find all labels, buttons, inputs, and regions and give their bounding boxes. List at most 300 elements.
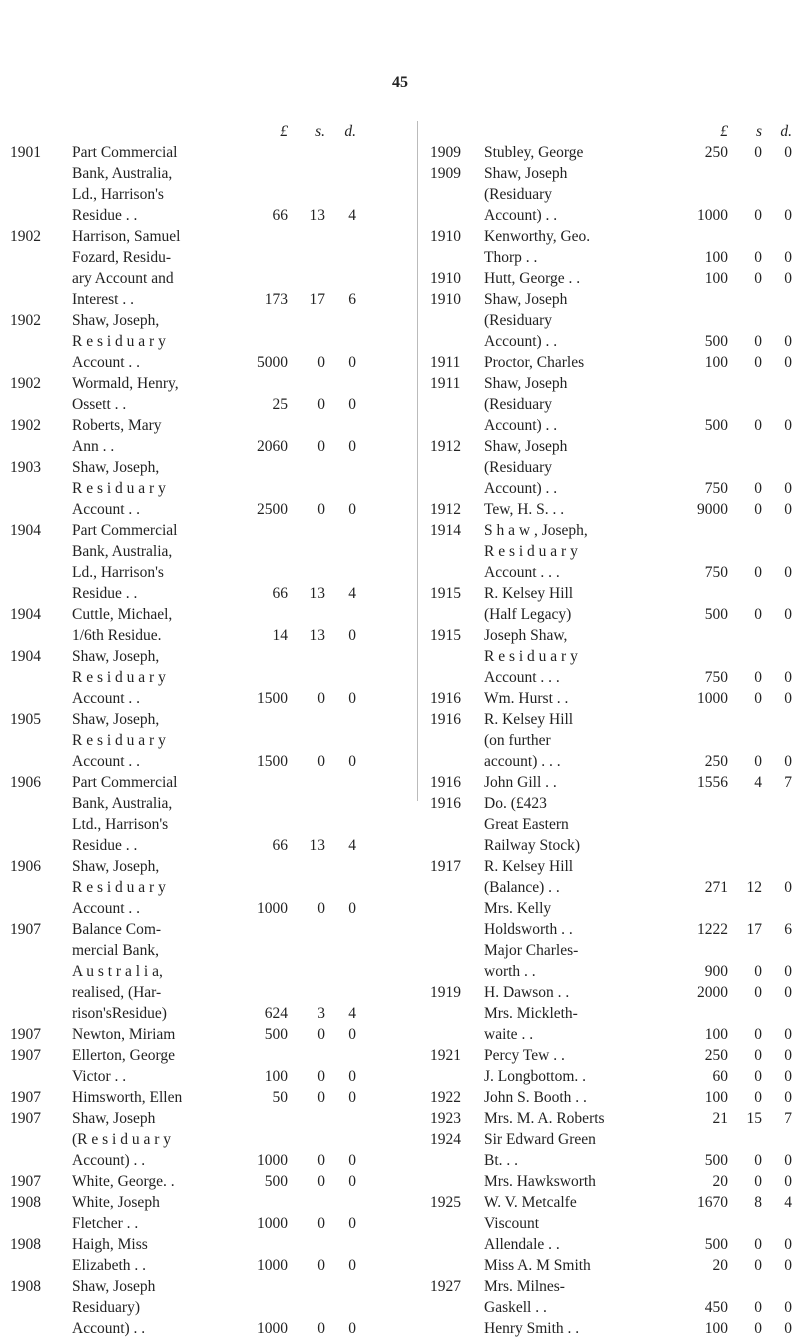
- ledger-line: [430, 625, 792, 646]
- amount-pounds: 20: [712, 1173, 728, 1190]
- ledger-line: [430, 1234, 792, 1255]
- ledger-line: [10, 1024, 405, 1045]
- amount-pence: 0: [348, 1215, 356, 1232]
- amount-pence: 0: [348, 1068, 356, 1085]
- shillings-header: s.: [315, 123, 325, 140]
- ledger-line: [430, 226, 792, 247]
- amount-pence: 0: [784, 417, 792, 434]
- entry-year: 1924: [430, 1131, 461, 1148]
- amount-pounds: 1556: [697, 774, 728, 791]
- ledger-line: [430, 940, 792, 961]
- entry-description: Ld., Harrison's: [72, 564, 164, 581]
- entry-description: Major Charles-: [484, 942, 579, 959]
- ledger-line: [10, 772, 405, 793]
- entry-description: Residue . .: [72, 837, 138, 854]
- entry-description: Percy Tew . .: [484, 1047, 565, 1064]
- amount-pence: 0: [784, 963, 792, 980]
- ledger-line: [10, 982, 405, 1003]
- amount-shillings: 0: [754, 669, 762, 686]
- entry-year: 1916: [430, 711, 461, 728]
- amount-shillings: 0: [317, 900, 325, 917]
- ledger-line: [430, 1108, 792, 1129]
- entry-year: 1908: [10, 1278, 41, 1295]
- ledger-line: [10, 1213, 405, 1234]
- entry-year: 1904: [10, 606, 41, 623]
- right-ledger-column: [430, 121, 792, 1339]
- ledger-line: [10, 709, 405, 730]
- ledger-line: [10, 1276, 405, 1297]
- entry-year: 1902: [10, 375, 41, 392]
- ledger-line: [430, 898, 792, 919]
- entry-description: Haigh, Miss: [72, 1236, 148, 1253]
- amount-shillings: 0: [317, 1173, 325, 1190]
- ledger-line: [430, 751, 792, 772]
- ledger-line: [10, 646, 405, 667]
- amount-pounds: 60: [712, 1068, 728, 1085]
- entry-description: Shaw, Joseph: [484, 375, 568, 392]
- ledger-line: [430, 1192, 792, 1213]
- ledger-line: [10, 793, 405, 814]
- entry-description: R e s i d u a r y: [72, 732, 166, 749]
- entry-description: waite . .: [484, 1026, 534, 1043]
- entry-description: Gaskell . .: [484, 1299, 547, 1316]
- entry-description: R e s i d u a r y: [484, 648, 578, 665]
- amount-pounds: 1000: [697, 690, 728, 707]
- amount-shillings: 0: [317, 753, 325, 770]
- ledger-line: [430, 289, 792, 310]
- amount-pounds: 100: [264, 1068, 288, 1085]
- entry-description: Part Commercial: [72, 144, 178, 161]
- ledger-line: [10, 415, 405, 436]
- entry-description: Shaw, Joseph,: [72, 858, 160, 875]
- amount-pounds: 173: [264, 291, 288, 308]
- amount-pounds: 500: [704, 417, 728, 434]
- amount-pounds: 100: [704, 1089, 728, 1106]
- amount-shillings: 0: [754, 480, 762, 497]
- amount-pounds: 450: [704, 1299, 728, 1316]
- entry-description: Great Eastern: [484, 816, 569, 833]
- amount-shillings: 0: [754, 1173, 762, 1190]
- amount-pounds: 66: [272, 837, 288, 854]
- entry-year: 1916: [430, 774, 461, 791]
- entry-description: Ossett . .: [72, 396, 127, 413]
- amount-pounds: 100: [704, 1026, 728, 1043]
- ledger-line: [430, 730, 792, 751]
- entry-description: Stubley, George: [484, 144, 584, 161]
- ledger-line: [430, 457, 792, 478]
- entry-description: White, George. .: [72, 1173, 175, 1190]
- ledger-line: [430, 331, 792, 352]
- entry-description: Account) . .: [72, 1152, 146, 1169]
- entry-year: 1903: [10, 459, 41, 476]
- entry-description: John S. Booth . .: [484, 1089, 587, 1106]
- amount-shillings: 13: [309, 207, 325, 224]
- ledger-line: [10, 1234, 405, 1255]
- left-ledger-column: [10, 121, 405, 1339]
- ledger-line: [10, 1045, 405, 1066]
- ledger-line: [10, 1108, 405, 1129]
- ledger-line: [430, 1066, 792, 1087]
- amount-pounds: 1222: [697, 921, 728, 938]
- ledger-line: [430, 520, 792, 541]
- entry-description: Residue . .: [72, 207, 138, 224]
- amount-pence: 0: [348, 1152, 356, 1169]
- entry-description: Kenworthy, Geo.: [484, 228, 591, 245]
- entry-year: 1917: [430, 858, 461, 875]
- amount-shillings: 0: [754, 354, 762, 371]
- ledger-line: [10, 835, 405, 856]
- entry-description: Account . . .: [484, 669, 560, 686]
- ledger-line: [430, 352, 792, 373]
- entry-description: Shaw, Joseph: [72, 1110, 156, 1127]
- amount-pounds: 25: [272, 396, 288, 413]
- entry-year: 1908: [10, 1194, 41, 1211]
- amount-shillings: 0: [754, 963, 762, 980]
- amount-shillings: 0: [317, 690, 325, 707]
- entry-description: (R e s i d u a r y: [72, 1131, 172, 1148]
- ledger-line: [10, 1066, 405, 1087]
- entry-description: Mrs. M. A. Roberts: [484, 1110, 605, 1127]
- ledger-line: [10, 268, 405, 289]
- amount-pounds: 271: [704, 879, 728, 896]
- ledger-line: [430, 373, 792, 394]
- ledger-line: [10, 940, 405, 961]
- ledger-line: [430, 163, 792, 184]
- entry-description: Mrs. Kelly: [484, 900, 552, 917]
- entry-description: Shaw, Joseph: [72, 1278, 156, 1295]
- entry-description: (Balance) . .: [484, 879, 560, 896]
- amount-pence: 0: [348, 1089, 356, 1106]
- entry-description: Ann . .: [72, 438, 115, 455]
- entry-description: (Residuary: [484, 312, 553, 329]
- amount-shillings: 0: [317, 1089, 325, 1106]
- amount-pounds: 1000: [257, 1215, 288, 1232]
- entry-description: H. Dawson . .: [484, 984, 570, 1001]
- entry-year: 1911: [430, 354, 461, 371]
- entry-description: R e s i d u a r y: [72, 333, 166, 350]
- ledger-line: [10, 730, 405, 751]
- amount-shillings: 0: [754, 1236, 762, 1253]
- amount-shillings: 12: [746, 879, 762, 896]
- amount-shillings: 0: [754, 1299, 762, 1316]
- entry-description: Railway Stock): [484, 837, 580, 854]
- amount-pence: 4: [348, 207, 356, 224]
- ledger-line: [10, 667, 405, 688]
- amount-pounds: 250: [704, 753, 728, 770]
- entry-year: 1916: [430, 795, 461, 812]
- amount-shillings: 13: [309, 585, 325, 602]
- entry-description: Newton, Miriam: [72, 1026, 176, 1043]
- entry-description: (Residuary: [484, 396, 553, 413]
- ledger-line: [10, 583, 405, 604]
- entry-description: R. Kelsey Hill: [484, 585, 574, 602]
- entry-description: Bank, Australia,: [72, 165, 173, 182]
- entry-description: mercial Bank,: [72, 942, 159, 959]
- ledger-line: [430, 688, 792, 709]
- amount-pounds: 500: [264, 1173, 288, 1190]
- entry-year: 1921: [430, 1047, 461, 1064]
- amount-shillings: 0: [754, 753, 762, 770]
- amount-pounds: 21: [712, 1110, 728, 1127]
- amount-pounds: 100: [704, 249, 728, 266]
- entry-description: Holdsworth . .: [484, 921, 573, 938]
- ledger-line: [10, 1003, 405, 1024]
- entry-description: Fletcher . .: [72, 1215, 139, 1232]
- amount-pence: 4: [348, 837, 356, 854]
- entry-description: Account . .: [72, 690, 141, 707]
- column-divider: [417, 121, 418, 801]
- ledger-line: [430, 646, 792, 667]
- amount-shillings: 0: [317, 438, 325, 455]
- ledger-line: [430, 247, 792, 268]
- entry-description: Victor . .: [72, 1068, 127, 1085]
- ledger-line: [10, 751, 405, 772]
- amount-pence: 0: [348, 753, 356, 770]
- entry-description: Mrs. Mickleth-: [484, 1005, 578, 1022]
- entry-description: W. V. Metcalfe: [484, 1194, 577, 1211]
- amount-shillings: 0: [754, 1320, 762, 1337]
- entry-description: Ellerton, George: [72, 1047, 176, 1064]
- amount-pence: 0: [348, 396, 356, 413]
- amount-pence: 0: [348, 1173, 356, 1190]
- entry-year: 1910: [430, 228, 461, 245]
- ledger-line: [430, 436, 792, 457]
- ledger-line: [430, 982, 792, 1003]
- entry-description: John Gill . .: [484, 774, 557, 791]
- amount-pence: 0: [784, 984, 792, 1001]
- ledger-line: [10, 1192, 405, 1213]
- entry-description: R e s i d u a r y: [72, 669, 166, 686]
- entry-description: Fozard, Residu-: [72, 249, 172, 266]
- ledger-line: [10, 898, 405, 919]
- entry-year: 1907: [10, 1110, 41, 1127]
- amount-pounds: 500: [704, 333, 728, 350]
- entry-year: 1907: [10, 921, 41, 938]
- ledger-line: [430, 961, 792, 982]
- amount-pence: 0: [784, 333, 792, 350]
- amount-pence: 0: [784, 354, 792, 371]
- entry-description: White, Joseph: [72, 1194, 160, 1211]
- amount-pounds: 1000: [257, 900, 288, 917]
- pounds-header: £: [280, 123, 288, 140]
- amount-pounds: 750: [704, 480, 728, 497]
- ledger-line: [10, 541, 405, 562]
- ledger-line: [430, 415, 792, 436]
- entry-description: Account) . .: [484, 333, 558, 350]
- entry-description: Do. (£423: [484, 795, 547, 812]
- amount-pence: 0: [784, 270, 792, 287]
- entry-description: Account) . .: [484, 417, 558, 434]
- amount-shillings: 0: [754, 249, 762, 266]
- amount-pounds: 500: [264, 1026, 288, 1043]
- pence-header: d.: [344, 123, 356, 140]
- ledger-line: [430, 1003, 792, 1024]
- amount-shillings: 8: [754, 1194, 762, 1211]
- entry-description: ary Account and: [72, 270, 174, 287]
- amount-pounds: 500: [704, 606, 728, 623]
- entry-description: Account . .: [72, 501, 141, 518]
- amount-pence: 0: [348, 690, 356, 707]
- entry-year: 1901: [10, 144, 41, 161]
- amount-shillings: 0: [754, 1152, 762, 1169]
- ledger-line: [430, 1024, 792, 1045]
- entry-year: 1905: [10, 711, 41, 728]
- entry-description: Mrs. Milnes-: [484, 1278, 565, 1295]
- amount-shillings: 0: [317, 501, 325, 518]
- entry-year: 1904: [10, 648, 41, 665]
- amount-pence: 0: [784, 1173, 792, 1190]
- entry-year: 1911: [430, 375, 461, 392]
- entry-description: R e s i d u a r y: [72, 480, 166, 497]
- entry-description: Hutt, George . .: [484, 270, 581, 287]
- amount-shillings: 0: [754, 333, 762, 350]
- entry-description: Account . .: [72, 900, 141, 917]
- entry-description: (Half Legacy): [484, 606, 572, 623]
- ledger-line: [430, 1255, 792, 1276]
- amount-pounds: 14: [272, 627, 288, 644]
- amount-shillings: 0: [317, 1026, 325, 1043]
- amount-pounds: 50: [272, 1089, 288, 1106]
- amount-pence: 0: [784, 1152, 792, 1169]
- amount-pounds: 5000: [257, 354, 288, 371]
- ledger-line: [10, 499, 405, 520]
- entry-year: 1909: [430, 165, 461, 182]
- amount-pounds: 1500: [257, 753, 288, 770]
- amount-shillings: 0: [754, 1047, 762, 1064]
- ledger-line: [430, 835, 792, 856]
- entry-description: Mrs. Hawksworth: [484, 1173, 596, 1190]
- currency-header: [10, 121, 405, 142]
- amount-pence: 0: [348, 354, 356, 371]
- amount-pence: 0: [784, 1026, 792, 1043]
- amount-pence: 0: [348, 438, 356, 455]
- amount-shillings: 0: [317, 1068, 325, 1085]
- amount-shillings: 17: [309, 291, 325, 308]
- amount-pence: 7: [784, 1110, 792, 1127]
- ledger-line: [10, 562, 405, 583]
- amount-shillings: 0: [754, 417, 762, 434]
- amount-pence: 0: [784, 564, 792, 581]
- amount-shillings: 0: [754, 564, 762, 581]
- entry-description: Roberts, Mary: [72, 417, 162, 434]
- ledger-line: [430, 478, 792, 499]
- entry-year: 1907: [10, 1089, 41, 1106]
- ledger-line: [430, 772, 792, 793]
- amount-pounds: 1000: [697, 207, 728, 224]
- entry-year: 1919: [430, 984, 461, 1001]
- ledger-line: [430, 499, 792, 520]
- ledger-line: [10, 184, 405, 205]
- entry-year: 1902: [10, 228, 41, 245]
- amount-pounds: 750: [704, 669, 728, 686]
- amount-pounds: 1670: [697, 1194, 728, 1211]
- entry-description: Miss A. M Smith: [484, 1257, 591, 1274]
- ledger-line: [10, 520, 405, 541]
- entry-year: 1914: [430, 522, 461, 539]
- ledger-line: [10, 1171, 405, 1192]
- amount-pounds: 750: [704, 564, 728, 581]
- ledger-line: [430, 541, 792, 562]
- amount-shillings: 4: [754, 774, 762, 791]
- ledger-line: [430, 142, 792, 163]
- entry-description: Proctor, Charles: [484, 354, 585, 371]
- amount-pence: 0: [784, 669, 792, 686]
- ledger-line: [10, 478, 405, 499]
- entry-year: 1906: [10, 774, 41, 791]
- entry-description: Residuary): [72, 1299, 141, 1316]
- entry-year: 1923: [430, 1110, 461, 1127]
- entry-description: Shaw, Joseph: [484, 291, 568, 308]
- entry-year: 1916: [430, 690, 461, 707]
- entry-description: (on further: [484, 732, 551, 749]
- ledger-line: [10, 1318, 405, 1339]
- entry-description: Harrison, Samuel: [72, 228, 181, 245]
- amount-pounds: 2000: [697, 984, 728, 1001]
- amount-pounds: 1500: [257, 690, 288, 707]
- amount-shillings: 0: [754, 270, 762, 287]
- amount-pounds: 2500: [257, 501, 288, 518]
- amount-pounds: 9000: [697, 501, 728, 518]
- entry-description: Account) . .: [484, 207, 558, 224]
- entry-description: Account) . .: [484, 480, 558, 497]
- amount-pounds: 900: [704, 963, 728, 980]
- amount-shillings: 0: [754, 690, 762, 707]
- amount-shillings: 0: [754, 207, 762, 224]
- amount-pounds: 1000: [257, 1257, 288, 1274]
- entry-year: 1912: [430, 501, 461, 518]
- entry-description: Cuttle, Michael,: [72, 606, 173, 623]
- amount-shillings: 0: [317, 1215, 325, 1232]
- amount-shillings: 0: [754, 1026, 762, 1043]
- ledger-line: [430, 1087, 792, 1108]
- amount-pounds: 2060: [257, 438, 288, 455]
- amount-pounds: 100: [704, 270, 728, 287]
- amount-pence: 0: [348, 1257, 356, 1274]
- amount-shillings: 0: [754, 1068, 762, 1085]
- entry-description: Shaw, Joseph: [484, 165, 568, 182]
- amount-pounds: 66: [272, 585, 288, 602]
- currency-header: [430, 121, 792, 142]
- entry-description: Ld., Harrison's: [72, 186, 164, 203]
- amount-pence: 0: [784, 606, 792, 623]
- ledger-line: [10, 604, 405, 625]
- amount-pence: 0: [784, 879, 792, 896]
- shillings-header: s: [755, 123, 762, 140]
- entry-description: Account . .: [72, 753, 141, 770]
- amount-shillings: 0: [754, 606, 762, 623]
- entry-description: Joseph Shaw,: [484, 627, 568, 644]
- entry-description: Elizabeth . .: [72, 1257, 147, 1274]
- entry-description: Part Commercial: [72, 774, 178, 791]
- amount-pence: 7: [784, 774, 792, 791]
- amount-pence: 0: [784, 207, 792, 224]
- ledger-line: [430, 814, 792, 835]
- entry-description: Allendale . .: [484, 1236, 560, 1253]
- ledger-line: [10, 814, 405, 835]
- amount-shillings: 3: [317, 1005, 325, 1022]
- ledger-line: [430, 310, 792, 331]
- amount-pence: 0: [348, 627, 356, 644]
- amount-pounds: 66: [272, 207, 288, 224]
- entry-description: realised, (Har-: [72, 984, 162, 1001]
- amount-shillings: 0: [754, 1257, 762, 1274]
- ledger-line: [10, 394, 405, 415]
- entry-description: Account . . .: [484, 564, 560, 581]
- entry-description: Shaw, Joseph,: [72, 648, 160, 665]
- entry-description: R. Kelsey Hill: [484, 711, 574, 728]
- amount-shillings: 0: [754, 144, 762, 161]
- ledger-line: [430, 1276, 792, 1297]
